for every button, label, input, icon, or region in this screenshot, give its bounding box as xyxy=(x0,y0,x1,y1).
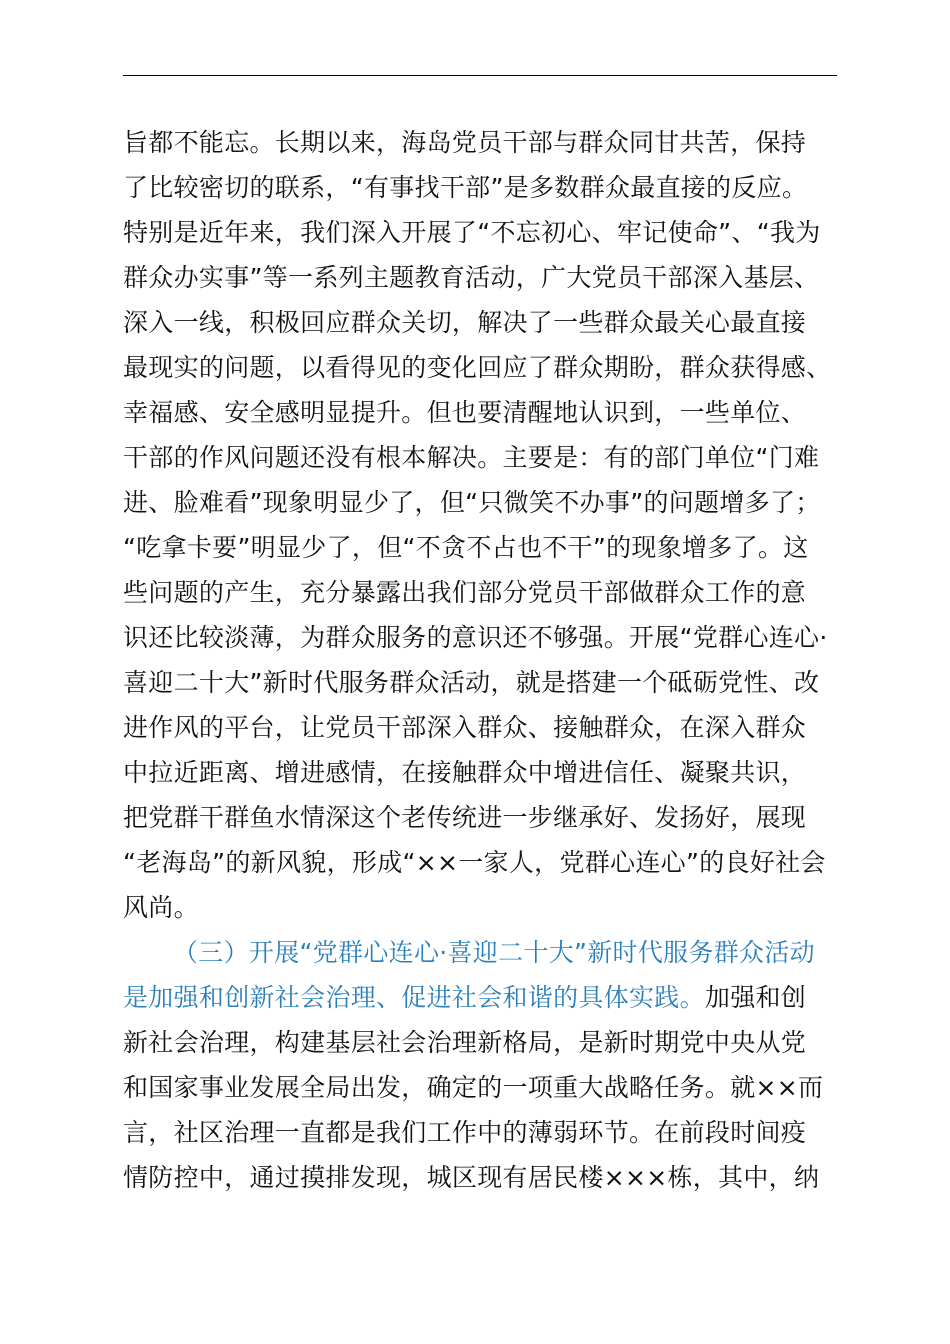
text-line: 进、脸难看”现象明显少了，但“只微笑不办事”的问题增多了； xyxy=(123,488,821,517)
text-line: 群众办实事”等一系列主题教育活动，广大党员干部深入基层、 xyxy=(123,263,820,292)
text-line: 中拉近距离、增进感情，在接触群众中增进信任、凝聚共识， xyxy=(123,758,807,787)
text-line: 特别是近年来，我们深入开展了“不忘初心、牢记使命”、“我为 xyxy=(123,218,821,247)
text-line: 些问题的产生，充分暴露出我们部分党员干部做群众工作的意 xyxy=(123,578,807,607)
text-line: 幸福感、安全感明显提升。但也要清醒地认识到，一些单位、 xyxy=(123,398,807,427)
text-line: 和国家事业发展全局出发，确定的一项重大战略任务。就××而 xyxy=(123,1073,824,1102)
text-line: 进作风的平台，让党员干部深入群众、接触群众，在深入群众 xyxy=(123,713,807,742)
text-line: 干部的作风问题还没有根本解决。主要是：有的部门单位“门难 xyxy=(123,443,820,472)
text-line: “吃拿卡要”明显少了，但“不贪不占也不干”的现象增多了。这 xyxy=(123,533,809,562)
text-span: 加强和创 xyxy=(704,983,807,1012)
text-line: 新社会治理，构建基层社会治理新格局，是新时期党中央从党 xyxy=(123,1028,807,1057)
text-line: 最现实的问题，以看得见的变化回应了群众期盼，群众获得感、 xyxy=(123,353,832,382)
text-line: 言，社区治理一直都是我们工作中的薄弱环节。在前段时间疫 xyxy=(123,1118,807,1147)
body-text xyxy=(123,120,837,1200)
section-heading: （三）开展“党群心连心·喜迎二十大”新时代服务群众活动 xyxy=(173,938,815,967)
header-rule xyxy=(123,75,837,76)
text-line: 喜迎二十大”新时代服务群众活动，就是搭建一个砥砺党性、改 xyxy=(123,668,820,697)
text-line: 把党群干群鱼水情深这个老传统进一步继承好、发扬好，展现 xyxy=(123,803,807,832)
text-line: 情防控中，通过摸排发现，城区现有居民楼×××栋，其中，纳 xyxy=(123,1163,820,1192)
text-line: “老海岛”的新风貌，形成“××一家人，党群心连心”的良好社会 xyxy=(123,848,826,877)
paragraph-2 xyxy=(123,930,837,1200)
text-line xyxy=(123,975,837,1020)
paragraph-1 xyxy=(123,120,837,930)
text-line: 识还比较淡薄，为群众服务的意识还不够强。开展“党群心连心· xyxy=(123,623,828,652)
text-line: 风尚。 xyxy=(123,893,199,922)
text-line: 旨都不能忘。长期以来，海岛党员干部与群众同甘共苦，保持 xyxy=(123,128,807,157)
text-line: 了比较密切的联系，“有事找干部”是多数群众最直接的反应。 xyxy=(123,173,808,202)
text-line: 深入一线，积极回应群众关切，解决了一些群众最关心最直接 xyxy=(123,308,807,337)
section-heading-continued: 是加强和创新社会治理、促进社会和谐的具体实践。 xyxy=(123,983,705,1012)
